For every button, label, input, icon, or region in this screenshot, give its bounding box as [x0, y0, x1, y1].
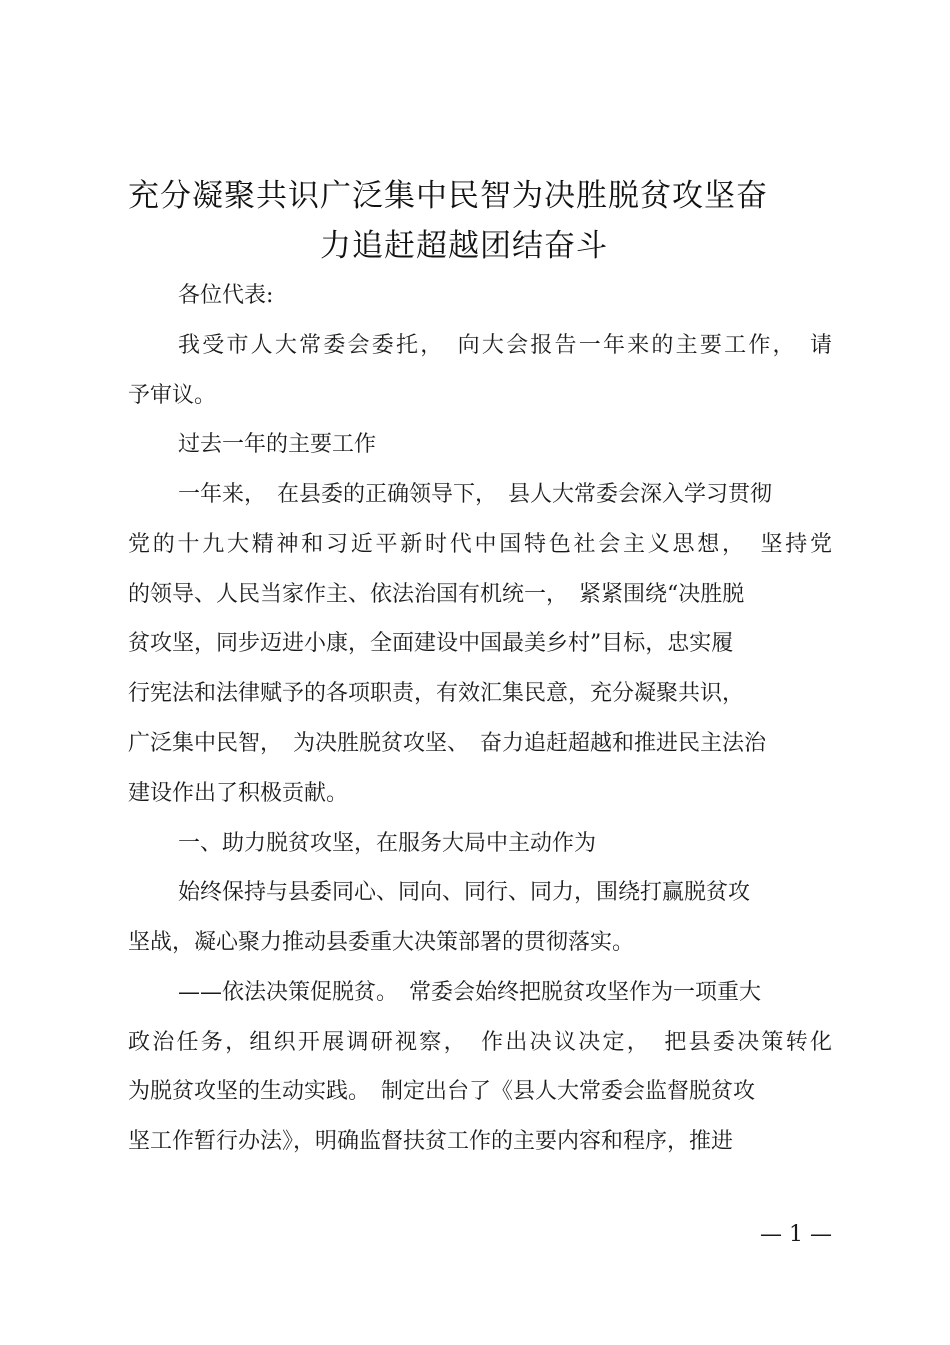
body-line: 为脱贫攻坚的生动实践。 制定出台了《县人大常委会监督脱贫攻	[128, 1079, 756, 1104]
body-line: 行宪法和法律赋予的各项职责，有效汇集民意，充分凝聚共识，	[128, 681, 745, 706]
body-line: 建设作出了积极贡献。	[128, 781, 349, 806]
body-line: 政治任务，组织开展调研视察， 作出决议决定， 把县委决策转化	[128, 1030, 832, 1055]
body-line: 始终保持与县委同心、同向、同行、同力，围绕打赢脱贫攻	[178, 880, 751, 905]
body-line: 一年来， 在县委的正确领导下， 县人大常委会深入学习贯彻	[178, 482, 773, 507]
body-line: 坚战，凝心聚力推动县委重大决策部署的贯彻落实。	[128, 930, 635, 955]
salutation: 各位代表:	[178, 283, 274, 308]
document-title-line-1: 充分凝聚共识广泛集中民智为决胜脱贫攻坚奋	[128, 178, 768, 214]
body-line: ——依法决策促脱贫。 常委会始终把脱贫攻坚作为一项重大	[178, 980, 762, 1005]
document-title-line-2: 力追赶超越团结奋斗	[320, 228, 608, 264]
body-line: 党的十九大精神和习近平新时代中国特色社会主义思想， 坚持党	[128, 532, 832, 557]
page-number: — 1 —	[760, 1222, 832, 1247]
body-line: 予审议。	[128, 383, 217, 408]
section-heading: 一、助力脱贫攻坚，在服务大局中主动作为	[178, 831, 597, 856]
body-line: 坚工作暂行办法》，明确监督扶贫工作的主要内容和程序，推进	[128, 1129, 734, 1154]
body-line: 贫攻坚，同步迈进小康，全面建设中国最美乡村”目标，忠实履	[128, 631, 734, 656]
section-heading: 过去一年的主要工作	[178, 432, 377, 457]
body-line: 的领导、人民当家作主、依法治国有机统一， 紧紧围绕“决胜脱	[128, 582, 745, 607]
body-line: 我受市人大常委会委托， 向大会报告一年来的主要工作， 请	[178, 333, 832, 358]
body-line: 广泛集中民智， 为决胜脱贫攻坚、 奋力追赶超越和推进民主法治	[128, 731, 767, 756]
